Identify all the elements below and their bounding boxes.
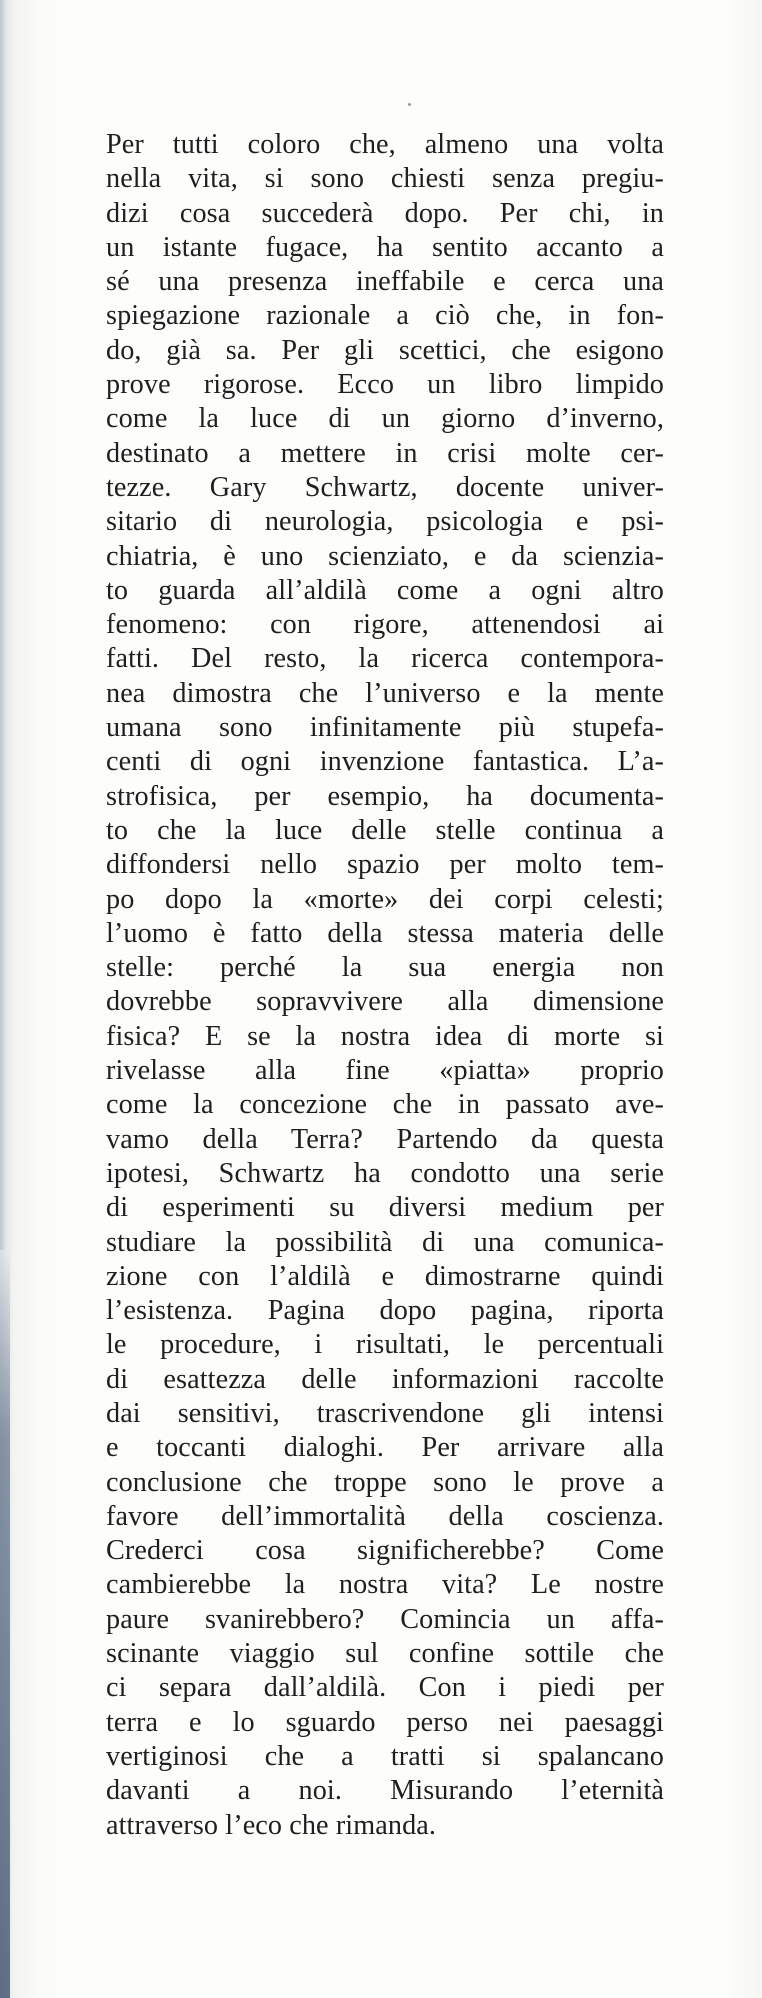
blurb-line: nella vita, si sono chiesti senza pregiu- [106, 163, 664, 195]
blurb-line: terra e lo sguardo perso nei paesaggi [106, 1706, 664, 1738]
blurb-line: scinante viaggio sul confine sottile che [106, 1638, 664, 1670]
blurb-line: fatti. Del resto, la ricerca contempora- [106, 643, 664, 675]
blurb-line: dovrebbe sopravvivere alla dimensione [106, 986, 664, 1018]
blurb-line: strofisica, per esempio, ha documenta- [106, 780, 664, 812]
blurb-line: diffondersi nello spazio per molto tem- [106, 849, 664, 881]
blurb-line: stelle: perché la sua energia non [106, 952, 664, 984]
blurb-line: do, già sa. Per gli scettici, che esigono [106, 334, 664, 366]
blurb-line: come la luce di un giorno d’inverno, [106, 403, 664, 435]
blurb-line: ci separa dall’aldilà. Con i piedi per [106, 1672, 664, 1704]
blurb-line: destinato a mettere in crisi molte cer- [106, 437, 664, 469]
blurb-line: to che la luce delle stelle continua a [106, 814, 664, 846]
blurb-line: favore dell’immortalità della coscienza. [106, 1500, 664, 1532]
blurb-line: tezze. Gary Schwartz, docente univer- [106, 471, 664, 503]
blurb-line: po dopo la «morte» dei corpi celesti; [106, 883, 664, 915]
blurb-line: un istante fugace, ha sentito accanto a [106, 231, 664, 263]
blurb-line: cambierebbe la nostra vita? Le nostre [106, 1569, 664, 1601]
blurb-line: fisica? E se la nostra idea di morte si [106, 1020, 664, 1052]
blurb-line: rivelasse alla fine «piatta» proprio [106, 1055, 664, 1087]
blurb-line: di esperimenti su diversi medium per [106, 1192, 664, 1224]
blurb-line: vamo della Terra? Partendo da questa [106, 1123, 664, 1155]
blurb-line: paure svanirebbero? Comincia un affa- [106, 1603, 664, 1635]
blurb-line: zione con l’aldilà e dimostrarne quindi [106, 1260, 664, 1292]
blurb-line: l’uomo è fatto della stessa materia delle [106, 917, 664, 949]
spine-edge [0, 1250, 10, 1998]
blurb-line: e toccanti dialoghi. Per arrivare alla [106, 1432, 664, 1464]
blurb-line: sé una presenza ineffabile e cerca una [106, 266, 664, 298]
blurb-line: davanti a noi. Misurando l’eternità [106, 1775, 664, 1807]
blurb-line: come la concezione che in passato ave- [106, 1089, 664, 1121]
blurb-line: nea dimostra che l’universo e la mente [106, 677, 664, 709]
blurb-line: studiare la possibilità di una comunica- [106, 1226, 664, 1258]
blurb-line: le procedure, i risultati, le percentuali [106, 1329, 664, 1361]
fold-shadow [0, 0, 6, 1250]
blurb-line: l’esistenza. Pagina dopo pagina, riporta [106, 1295, 664, 1327]
blurb-line: spiegazione razionale a ciò che, in fon- [106, 300, 664, 332]
blurb-line: dai sensitivi, trascrivendone gli intensi [106, 1397, 664, 1429]
blurb-line: centi di ogni invenzione fantastica. L’a- [106, 746, 664, 778]
blurb-line: Crederci cosa significherebbe? Come [106, 1535, 664, 1567]
blurb-line: prove rigorose. Ecco un libro limpido [106, 369, 664, 401]
blurb-line: vertiginosi che a tratti si spalancano [106, 1740, 664, 1772]
blurb-line: dizi cosa succederà dopo. Per chi, in [106, 197, 664, 229]
blurb-line: conclusione che troppe sono le prove a [106, 1466, 664, 1498]
paper-speck [408, 103, 411, 106]
blurb-line: umana sono infinitamente più stupefa- [106, 712, 664, 744]
blurb-line: to guarda all’aldilà come a ogni altro [106, 574, 664, 606]
blurb-line: sitario di neurologia, psicologia e psi- [106, 506, 664, 538]
blurb-line: fenomeno: con rigore, attenendosi ai [106, 609, 664, 641]
blurb-line: attraverso l’eco che rimanda. [106, 1809, 437, 1841]
blurb-line: Per tutti coloro che, almeno una volta [106, 129, 664, 160]
back-cover-blurb [106, 128, 664, 1843]
blurb-line: chiatria, è uno scienziato, e da scienzia- [106, 540, 664, 572]
blurb-line: di esattezza delle informazioni raccolte [106, 1363, 664, 1395]
blurb-line: ipotesi, Schwartz ha condotto una serie [106, 1157, 664, 1189]
